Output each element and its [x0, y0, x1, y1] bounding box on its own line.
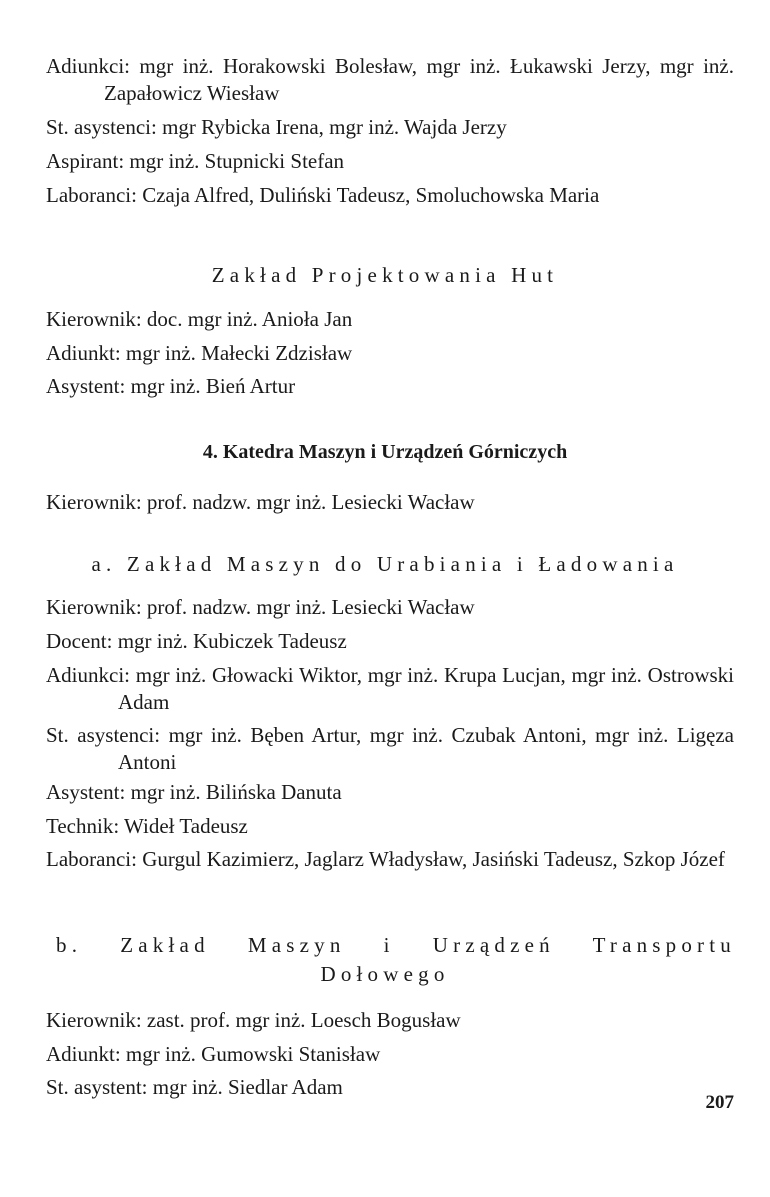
staff-senior-assistants-line: St. asystenci: mgr Rybicka Irena, mgr inż. Wajda Jerzy	[46, 115, 507, 139]
staff-head-line: Kierownik: zast. prof. mgr inż. Loesch Bogusław	[46, 1008, 461, 1032]
section-heading-continued: Dołowego	[320, 962, 450, 986]
page-number: 207	[705, 1092, 734, 1113]
staff-senior-assistants-line: St. asystenci: mgr inż. Bęben Artur, mgr inż. Czubak Antoni, mgr inż. Ligęza Antoni	[46, 723, 734, 774]
staff-adjunct-line: Adiunkt: mgr inż. Małecki Zdzisław	[46, 341, 353, 365]
chair-heading: 4. Katedra Maszyn i Urządzeń Górniczych	[202, 441, 568, 463]
staff-adjuncts-line: Adiunkci: mgr inż. Horakowski Bolesław, mgr inż. Łukawski Jerzy, mgr inż. Zapałowicz Wiesław	[46, 54, 734, 105]
staff-technician-line: Technik: Wideł Tadeusz	[46, 814, 248, 838]
staff-docent-line: Docent: mgr inż. Kubiczek Tadeusz	[46, 629, 347, 653]
staff-assistant-line: Asystent: mgr inż. Bilińska Danuta	[46, 780, 342, 804]
section-heading: a. Zakład Maszyn do Urabiania i Ładowania	[91, 552, 679, 576]
section-heading: Zakład Projektowania Hut	[211, 263, 559, 287]
staff-senior-assistant-line: St. asystent: mgr inż. Siedlar Adam	[46, 1075, 343, 1099]
section-heading: b. Zakład Maszyn i Urządzeń Transportu	[56, 933, 736, 957]
staff-assistant-line: Asystent: mgr inż. Bień Artur	[46, 374, 296, 398]
staff-lab-technicians-line: Laboranci: Czaja Alfred, Duliński Tadeusz, Smoluchowska Maria	[46, 183, 600, 207]
staff-head-line: Kierownik: doc. mgr inż. Anioła Jan	[46, 307, 353, 331]
staff-adjuncts-line: Adiunkci: mgr inż. Głowacki Wiktor, mgr inż. Krupa Lucjan, mgr inż. Ostrowski Adam	[46, 663, 734, 714]
staff-adjunct-line: Adiunkt: mgr inż. Gumowski Stanisław	[46, 1042, 381, 1066]
staff-head-line: Kierownik: prof. nadzw. mgr inż. Lesiecki Wacław	[46, 490, 475, 514]
staff-head-line: Kierownik: prof. nadzw. mgr inż. Lesiecki Wacław	[46, 595, 475, 619]
staff-aspirant-line: Aspirant: mgr inż. Stupnicki Stefan	[46, 149, 345, 173]
staff-lab-technicians-line: Laboranci: Gurgul Kazimierz, Jaglarz Władysław, Jasiński Tadeusz, Szkop Józef	[46, 847, 725, 871]
